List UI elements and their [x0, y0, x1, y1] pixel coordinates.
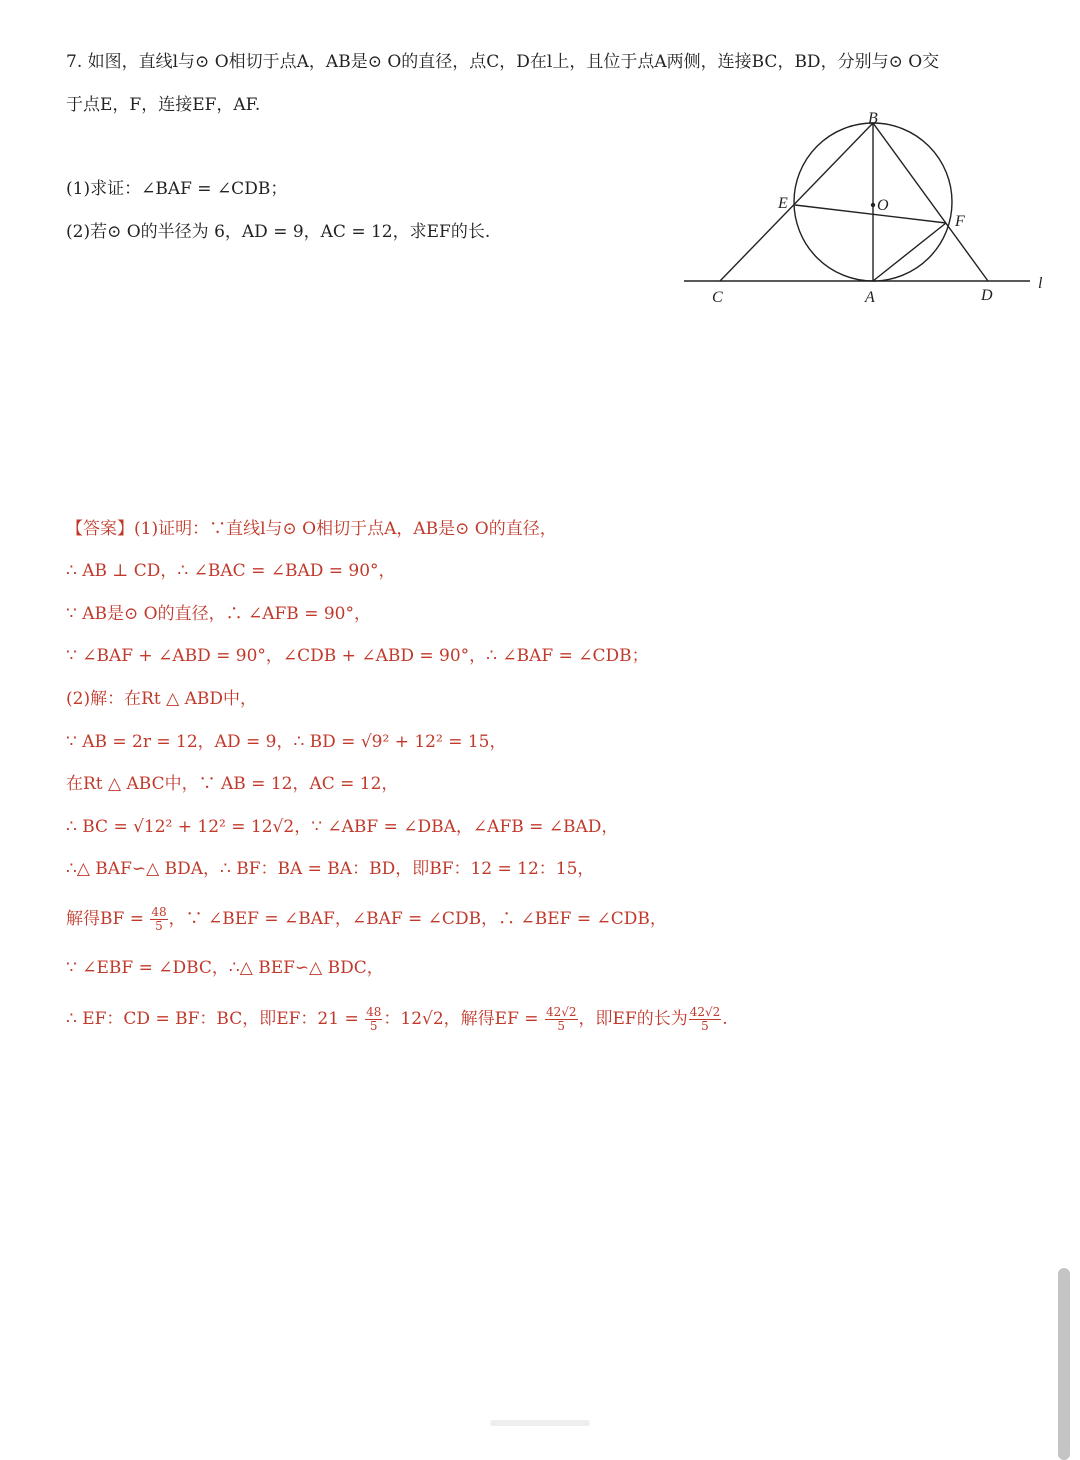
- question-line-1: 7. 如图，直线l与⊙ O相切于点A，AB是⊙ O的直径，点C，D在l上，且位于点A两侧，连接BC，BD，分别与⊙ O交: [66, 52, 940, 72]
- label-c: C: [712, 289, 723, 306]
- answer-line-11: ∵ ∠EBF = ∠DBC，∴△ BEF∽△ BDC，: [66, 958, 384, 978]
- label-l: l: [1038, 275, 1043, 292]
- answer-line-10-b: ，∵ ∠BEF = ∠BAF，∠BAF = ∠CDB，∴ ∠BEF = ∠CDB，: [168, 909, 667, 929]
- answer-line-5: (2)解：在Rt △ ABD中，: [66, 689, 257, 709]
- fraction-bf: [150, 906, 167, 933]
- label-b: B: [868, 110, 878, 127]
- fraction-denominator: 5: [155, 919, 163, 933]
- answer-line-12-a: ∴ EF：CD = BF：BC，即EF：21 =: [66, 1009, 365, 1029]
- answer-line-6: ∵ AB = 2r = 12，AD = 9，∴ BD = √9² + 12² = 15，: [66, 732, 507, 752]
- fraction-denominator: 5: [701, 1019, 709, 1033]
- fraction-numerator: 48: [151, 905, 167, 919]
- fraction-1: [365, 1006, 382, 1033]
- segment-ef: [795, 205, 946, 223]
- question-part-2: (2)若⊙ O的半径为 6，AD = 9，AC = 12，求EF的长.: [66, 222, 491, 242]
- answer-line-3: ∵ AB是⊙ O的直径，∴ ∠AFB = 90°，: [66, 604, 371, 624]
- answer-line-10: [66, 906, 667, 933]
- answer-line-1: 【答案】(1)证明：∵直线l与⊙ O相切于点A，AB是⊙ O的直径，: [66, 519, 557, 539]
- label-e: E: [778, 195, 788, 212]
- question-line-2: 于点E，F，连接EF，AF.: [66, 95, 261, 115]
- label-o: O: [877, 197, 889, 214]
- question-part-1: (1)求证：∠BAF = ∠CDB；: [66, 179, 288, 199]
- answer-line-12-c: ，即EF的长为: [578, 1009, 688, 1029]
- answer-line-10-a: 解得BF =: [66, 909, 150, 929]
- answer-line-4: ∵ ∠BAF + ∠ABD = 90°，∠CDB + ∠ABD = 90°，∴ ∠BAF = ∠CDB；: [66, 646, 649, 666]
- segment-bd: [873, 123, 988, 281]
- scrollbar-thumb[interactable]: [1058, 1268, 1070, 1460]
- label-d: D: [981, 287, 993, 304]
- fraction-2: [545, 1006, 578, 1033]
- answer-line-12: [66, 1006, 728, 1033]
- label-a: A: [865, 289, 875, 306]
- answer-line-8: ∴ BC = √12² + 12² = 12√2，∵ ∠ABF = ∠DBA，∠AFB = ∠BAD，: [66, 817, 619, 837]
- fraction-denominator: 5: [369, 1019, 378, 1033]
- segment-bc: [720, 123, 873, 281]
- geometry-diagram: [678, 104, 1048, 314]
- fraction-denominator: 5: [557, 1019, 566, 1033]
- fraction-numerator: 42√2: [545, 1005, 577, 1019]
- answer-line-12-d: .: [722, 1009, 728, 1029]
- label-f: F: [955, 213, 965, 230]
- answer-line-9: ∴△ BAF∽△ BDA，∴ BF：BA = BA：BD，即BF：12 = 12：15，: [66, 859, 595, 879]
- fraction-numerator: 48: [366, 1005, 382, 1019]
- answer-line-7: 在Rt △ ABC中，∵ AB = 12，AC = 12，: [66, 774, 399, 794]
- fraction-numerator: 42√2: [689, 1005, 721, 1019]
- home-indicator: [490, 1420, 590, 1426]
- answer-line-2: ∴ AB ⊥ CD，∴ ∠BAC = ∠BAD = 90°，: [66, 561, 396, 581]
- fraction-3: [689, 1006, 722, 1033]
- center-o-dot: [871, 203, 875, 207]
- answer-line-12-b: ：12√2，解得EF =: [383, 1009, 544, 1029]
